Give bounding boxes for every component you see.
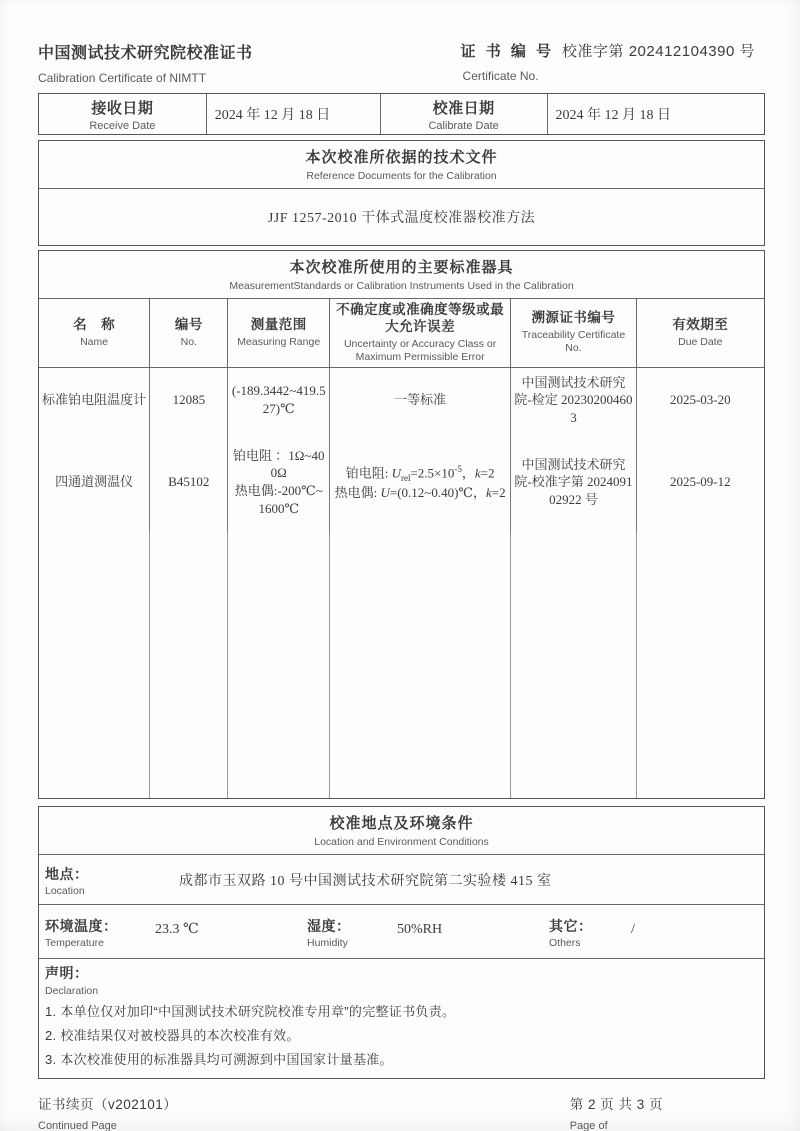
others-group [543, 911, 635, 953]
receive-date-value: 2024 年 12 月 18 日 [214, 108, 331, 123]
column-header-traceability: 溯源证书编号 Traceability Certificate No. [510, 299, 635, 367]
standards-table-header [39, 299, 764, 368]
receive-date-label-en: Receive Date [89, 119, 156, 132]
institute-title-block [38, 40, 253, 85]
others-label: 其它： Others [549, 917, 593, 949]
location-environment-section [38, 806, 765, 1079]
page-number-en: Page of [569, 1120, 608, 1131]
table-row-2-name: 四通道测温仪 [55, 474, 134, 490]
certificate-number-block [461, 40, 765, 85]
standards-title-zh: 本次校准所使用的主要标准器具 [289, 259, 514, 276]
calibrate-date-value: 2024 年 12 月 18 日 [555, 108, 671, 123]
continued-page-en: Continued Page [38, 1120, 117, 1131]
declaration-item-3: 3. 本次校准使用的标准器具均可溯源到中国国家计量基准。 [45, 1052, 393, 1067]
table-row-1-range: (-189.3442~419.527)℃ [227, 368, 329, 432]
table-row-2-traceability: 中国测试技术研究院-校准字第 202409102922 号 [510, 432, 635, 532]
calibrate-date-label-cell [380, 94, 547, 134]
reference-title-zh: 本次校准所依据的技术文件 [305, 149, 498, 166]
declaration-item-1: 1. 本单位仅对加印“中国测试技术研究院校准专用章”的完整证书负责。 [45, 1004, 456, 1019]
declaration-label-en: Declaration [45, 985, 99, 997]
location-title-en: Location and Environment Conditions [314, 836, 489, 848]
footer-left [38, 1093, 177, 1131]
table-row-1-no: 12085 [149, 368, 227, 432]
standards-title-en: MeasurementStandards or Calibration Instruments Used in the Calibration [229, 280, 574, 292]
column-header-name: 名 称 Name [73, 317, 116, 348]
document-header [38, 40, 765, 85]
environment-row [39, 905, 764, 959]
column-header-uncertainty: 不确定度或准确度等级或最大允许误差 Uncertainty or Accuracy Class or Maximum Permissible Error [329, 299, 510, 367]
certificate-number-label-zh: 证 书 编 号 [460, 43, 555, 60]
footer-page-number [570, 1093, 663, 1131]
declaration-item-2: 2. 校准结果仅对被校器具的本次校准有效。 [45, 1028, 300, 1043]
table-row-2-no: B45102 [149, 432, 227, 532]
institute-title-zh: 中国测试技术研究院校准证书 [38, 45, 253, 62]
location-row [39, 855, 764, 905]
declaration-label-zh: 声明： [45, 965, 89, 981]
certificate-number-line [461, 40, 755, 61]
table-row-1-name: 标准铂电阻温度计 [42, 392, 147, 408]
table-row-2-due: 2025-09-12 [636, 432, 764, 532]
page-footer [38, 1093, 765, 1131]
reference-section-title [39, 141, 764, 189]
empty-cell [149, 532, 227, 798]
humidity-group [301, 911, 543, 953]
calibrate-date-value-cell [547, 94, 765, 134]
table-row-1-traceability: 中国测试技术研究院-检定 202302004603 [510, 368, 635, 432]
column-header-due-date: 有效期至 Due Date [636, 299, 764, 367]
calibrate-date-label-zh: 校准日期 [432, 99, 495, 117]
declaration-block [39, 959, 764, 1078]
receive-date-label-zh: 接收日期 [91, 99, 154, 117]
location-label: 地点： Location [45, 865, 89, 897]
reference-document-text: JJF 1257-2010 干体式温度校准器校准方法 [267, 211, 536, 226]
humidity-label: 湿度： Humidity [307, 917, 351, 949]
table-row-1-due: 2025-03-20 [636, 368, 764, 432]
receive-date-value-cell [206, 94, 380, 134]
temperature-label: 环境温度： Temperature [45, 917, 118, 949]
empty-cell [329, 532, 510, 798]
receive-date-label-cell [39, 94, 206, 134]
empty-cell [510, 532, 635, 798]
column-header-no: 编号 No. [149, 299, 227, 367]
page-number-zh: 第 2 页 共 3 页 [569, 1097, 663, 1112]
certificate-number-value: 校准字第 202412104390 号 [562, 43, 755, 60]
institute-title-en: Calibration Certificate of NIMTT [38, 71, 207, 85]
temperature-value: 23.3 ℃ [155, 922, 199, 937]
calibrate-date-label-en: Calibrate Date [428, 119, 499, 132]
date-table [38, 93, 765, 135]
table-row-2-uncertainty: 铂电阻: $U_{rel}=2.5\times 10^{-5}$，k=2 热电偶: U=(0.12~0.40)℃，k=2 [329, 432, 510, 532]
continued-page-zh: 证书续页（v202101） [38, 1097, 178, 1112]
location-section-title [39, 807, 764, 855]
location-value: 成都市玉双路 10 号中国测试技术研究院第二实验楼 415 室 [179, 873, 552, 889]
standards-section [38, 250, 765, 799]
temperature-group [39, 911, 301, 953]
standards-table-body [39, 368, 764, 798]
empty-cell [227, 532, 329, 798]
reference-title-en: Reference Documents for the Calibration [306, 170, 497, 182]
table-row-2-range: 铂电阻 ：1Ω~400Ω 热电偶:-200℃~1600℃ [227, 432, 329, 532]
reference-documents-section [38, 140, 765, 246]
others-value: / [631, 921, 635, 937]
location-title-zh: 校准地点及环境条件 [329, 815, 474, 832]
column-header-measuring-range: 测量范围 Measuring Range [227, 299, 329, 367]
empty-cell [636, 532, 764, 798]
empty-cell [39, 532, 149, 798]
certificate-number-label-en: Certificate No. [462, 69, 539, 83]
standards-section-title [39, 251, 764, 299]
humidity-value: 50%RH [397, 921, 443, 937]
table-row-1-uncertainty: 一等标准 [329, 368, 510, 432]
